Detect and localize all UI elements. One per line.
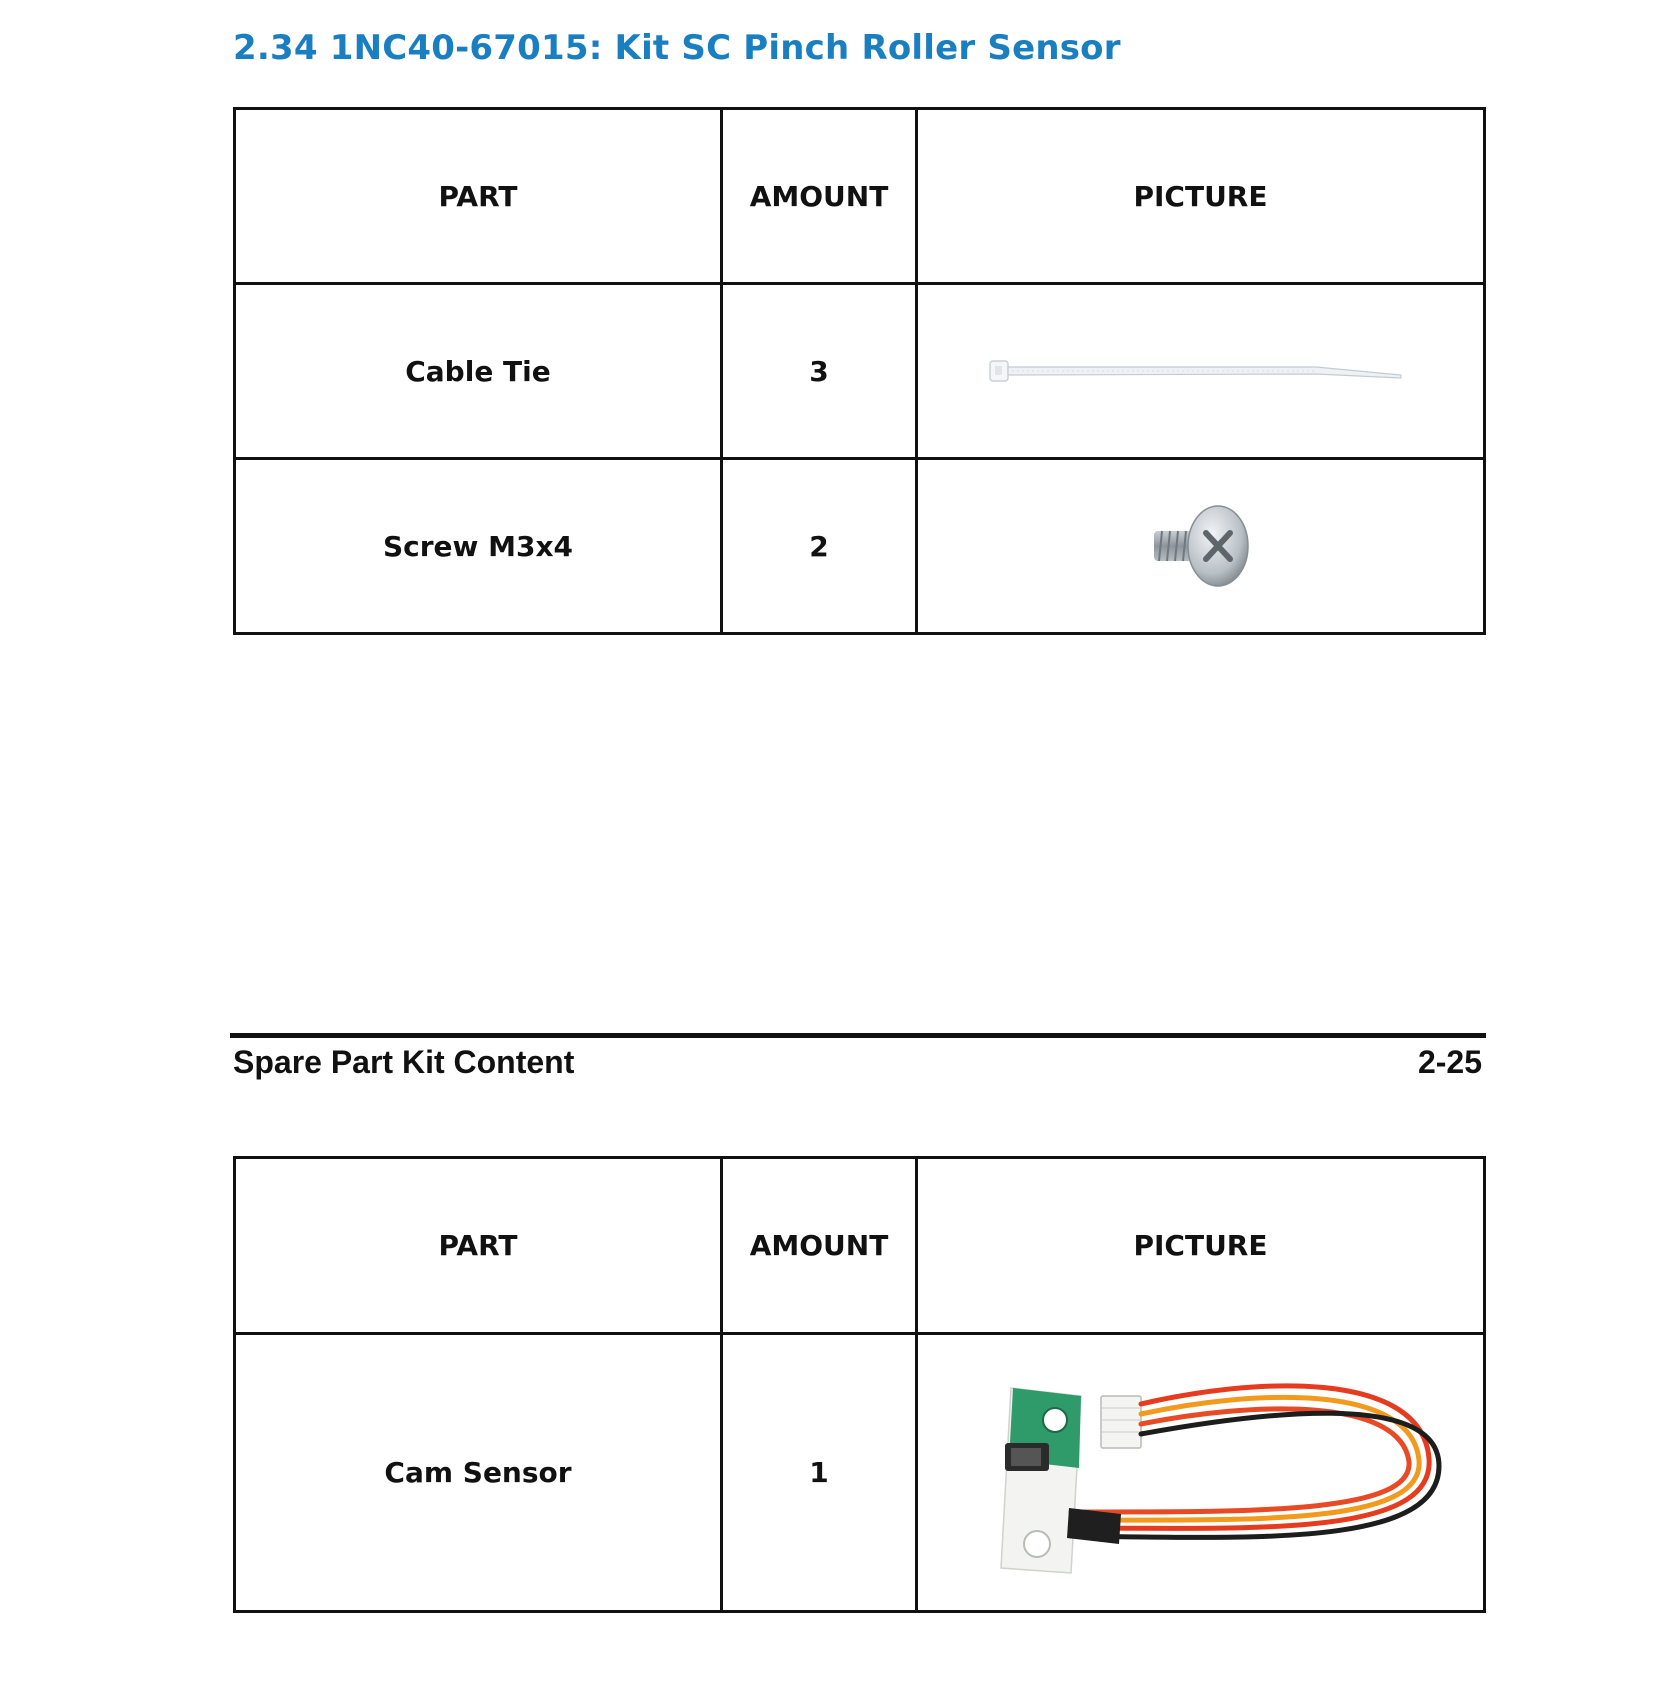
section-title: 2.34 1NC40-67015: Kit SC Pinch Roller Sensor	[233, 28, 1121, 68]
part-amount: 3	[722, 284, 917, 459]
screw-image	[1146, 501, 1256, 591]
header-picture: PICTURE	[917, 1158, 1485, 1334]
cable-tie-image	[986, 351, 1416, 391]
table-row	[235, 1334, 1485, 1612]
table-header-row	[235, 1158, 1485, 1334]
header-picture: PICTURE	[917, 109, 1485, 284]
part-amount: 2	[722, 459, 917, 634]
table-row	[235, 284, 1485, 459]
header-part: PART	[235, 1158, 722, 1334]
part-name: Screw M3x4	[235, 459, 722, 634]
table-row	[235, 459, 1485, 634]
page-number: 2-25	[1417, 1044, 1482, 1080]
kit-parts-table	[233, 107, 1486, 635]
kit-parts-table	[233, 1156, 1486, 1613]
cam-sensor-image	[951, 1348, 1451, 1598]
part-name: Cam Sensor	[235, 1334, 722, 1612]
footer-divider	[230, 1033, 1486, 1038]
header-amount: AMOUNT	[722, 109, 917, 284]
footer-section-name: Spare Part Kit Content	[233, 1044, 575, 1080]
part-amount: 1	[722, 1334, 917, 1612]
table-header-row	[235, 109, 1485, 284]
header-part: PART	[235, 109, 722, 284]
part-picture	[917, 459, 1485, 634]
header-amount: AMOUNT	[722, 1158, 917, 1334]
part-picture	[917, 284, 1485, 459]
part-picture	[917, 1334, 1485, 1612]
part-name: Cable Tie	[235, 284, 722, 459]
